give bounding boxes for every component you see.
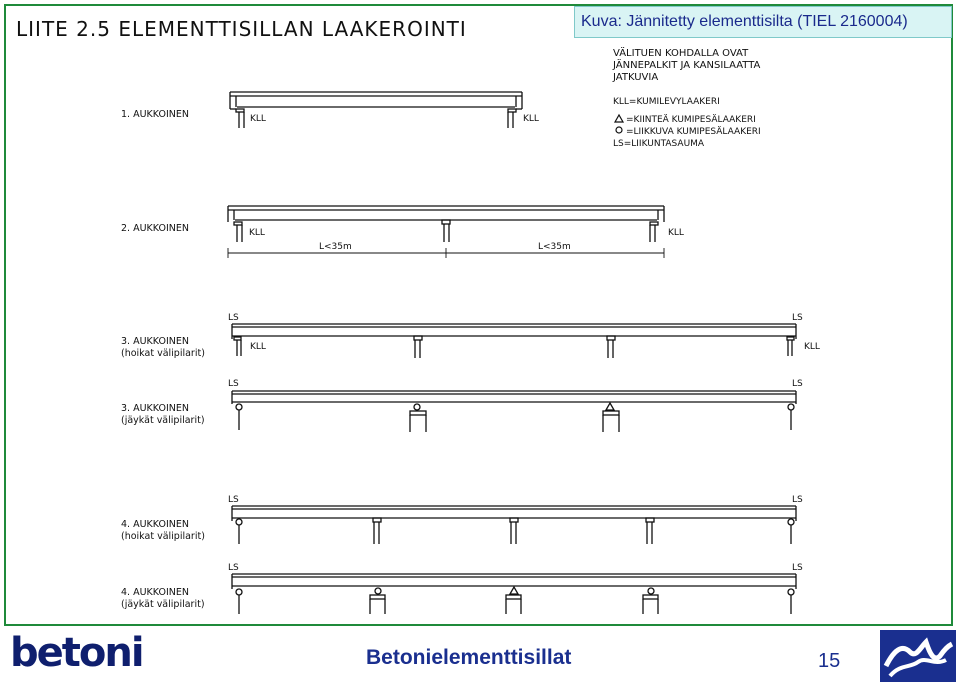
moving-bearing-symbol: [616, 127, 622, 133]
doc-title: LIITE 2.5 ELEMENTTISILLAN LAAKEROINTI: [16, 17, 467, 41]
betoni-logo: [10, 628, 160, 672]
row5-ls-right: LS: [792, 495, 803, 505]
row3-kll-left: KLL: [250, 342, 266, 352]
row4-sublabel: (jäykät välipilarit): [121, 415, 205, 426]
row6-ls-left: LS: [228, 563, 239, 573]
row5-ls-left: LS: [228, 495, 239, 505]
footer-title: Betonielementtisillat: [366, 646, 572, 669]
row1-kll-left: KLL: [250, 114, 266, 124]
fixed-bearing-symbol: [615, 115, 623, 122]
bearing-drawing: [6, 6, 951, 624]
row3-label: 3. AUKKOINEN: [121, 336, 189, 347]
row2-span-right: L<35m: [538, 242, 571, 252]
row5-sublabel: (hoikat välipilarit): [121, 531, 205, 542]
page-number: 15: [818, 650, 841, 672]
row3-kll-right: KLL: [804, 342, 820, 352]
row3-sublabel: (hoikat välipilarit): [121, 348, 205, 359]
row5-label: 4. AUKKOINEN: [121, 519, 189, 530]
row3-bridge: [232, 324, 796, 358]
row4-label: 3. AUKKOINEN: [121, 403, 189, 414]
figure-caption: Kuva: Jännitetty elementtisilta (TIEL 2160004): [574, 6, 952, 38]
row5-bridge: [232, 506, 796, 544]
emblem-logo: [880, 630, 956, 682]
row4-ls-left: LS: [228, 379, 239, 389]
svg-text:betoni: betoni: [10, 630, 143, 672]
legend-kll: KLL=KUMILEVYLAAKERI: [613, 97, 720, 107]
note-line-1: VÄLITUEN KOHDALLA OVAT: [613, 48, 749, 59]
note-line-3: JATKUVIA: [613, 72, 659, 83]
row1-kll-right: KLL: [523, 114, 539, 124]
row2-kll-left: KLL: [249, 228, 265, 238]
row4-bridge: [232, 391, 796, 432]
row1-bridge: [230, 92, 522, 128]
row6-bridge: [232, 574, 796, 614]
row2-span-left: L<35m: [319, 242, 352, 252]
row6-label: 4. AUKKOINEN: [121, 587, 189, 598]
legend-ls: LS=LIIKUNTASAUMA: [613, 139, 705, 149]
legend-moving: =LIIKKUVA KUMIPESÄLAAKERI: [626, 127, 761, 137]
note-line-2: JÄNNEPALKIT JA KANSILAATTA: [613, 60, 761, 71]
row4-ls-right: LS: [792, 379, 803, 389]
row1-label: 1. AUKKOINEN: [121, 109, 189, 120]
row3-ls-left: LS: [228, 313, 239, 323]
legend-fixed: =KIINTEÄ KUMIPESÄLAAKERI: [626, 115, 756, 125]
row6-sublabel: (jäykät välipilarit): [121, 599, 205, 610]
row3-ls-right: LS: [792, 313, 803, 323]
row6-ls-right: LS: [792, 563, 803, 573]
row2-kll-right: KLL: [668, 228, 684, 238]
row2-bridge: [228, 206, 664, 258]
row2-label: 2. AUKKOINEN: [121, 223, 189, 234]
